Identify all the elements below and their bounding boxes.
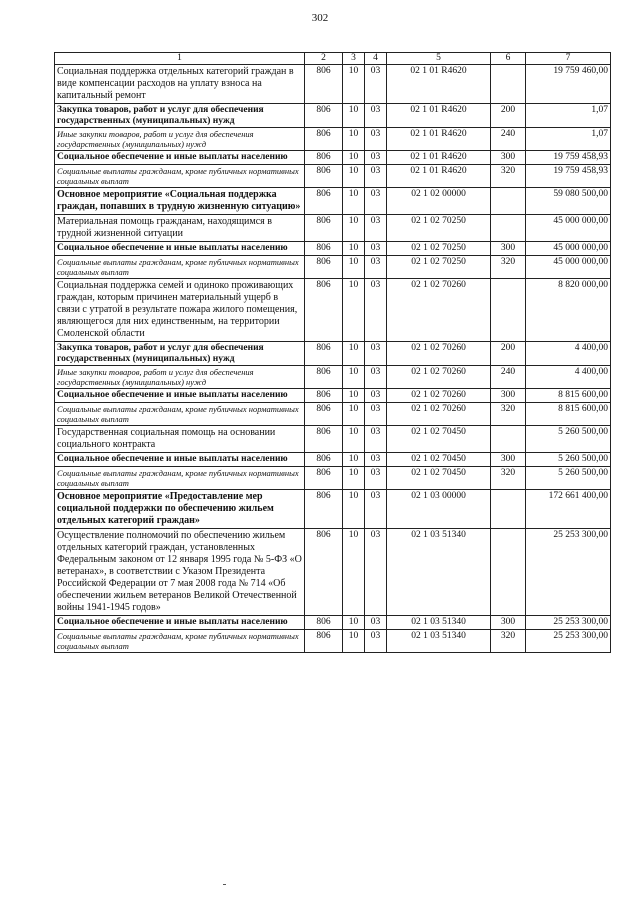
row-code-subsection: 03 [365,188,387,215]
row-name: Основное мероприятие «Социальная поддержка граждан, попавших в трудную жизненную ситуацию» [55,188,305,215]
row-name: Осуществление полномочий по обеспечению жильем отдельных категорий граждан, установленных Федеральным законом от 12 января 1995 года № 5-ФЗ «О ветеранах», в соответствии с Указом Президента Российской Федерации от 7 мая 2008 года № 714 «Об обеспечении жильем ветеранов Великой Отечественной войны 1941-1945 годов» [55,529,305,616]
row-code-section: 10 [343,467,365,490]
row-code-expense-type [491,490,526,529]
row-amount: 45 000 000,00 [526,215,611,242]
row-name: Закупка товаров, работ и услуг для обеспечения государственных (муниципальных) нужд [55,342,305,366]
row-code-subsection: 03 [365,342,387,366]
row-code-ministry: 806 [305,366,343,389]
row-code-target: 02 1 01 R4620 [387,165,491,188]
table-row [55,529,611,616]
row-amount: 19 759 458,93 [526,151,611,165]
row-code-section: 10 [343,403,365,426]
row-amount: 5 260 500,00 [526,453,611,467]
row-code-ministry: 806 [305,165,343,188]
row-code-ministry: 806 [305,467,343,490]
row-amount: 4 400,00 [526,342,611,366]
row-code-section: 10 [343,215,365,242]
row-code-ministry: 806 [305,188,343,215]
row-code-section: 10 [343,65,365,104]
row-code-target: 02 1 03 51340 [387,616,491,630]
row-name: Закупка товаров, работ и услуг для обеспечения государственных (муниципальных) нужд [55,104,305,128]
table-row [55,215,611,242]
row-code-target: 02 1 02 70450 [387,453,491,467]
row-code-ministry: 806 [305,529,343,616]
row-amount: 1,07 [526,128,611,151]
row-name: Социальное обеспечение и иные выплаты населению [55,151,305,165]
row-name: Социальная поддержка отдельных категорий граждан в виде компенсации расходов на уплату взноса на капитальный ремонт [55,65,305,104]
row-code-subsection: 03 [365,453,387,467]
row-code-section: 10 [343,128,365,151]
table-row [55,426,611,453]
row-name: Социальные выплаты гражданам, кроме публичных нормативных социальных выплат [55,256,305,279]
row-amount: 8 820 000,00 [526,279,611,342]
row-code-section: 10 [343,256,365,279]
row-name: Основное мероприятие «Предоставление мер социальной поддержки по обеспечению жильем отдельных категорий граждан» [55,490,305,529]
row-code-target: 02 1 02 70250 [387,215,491,242]
col-header-3: 3 [343,53,365,65]
row-name: Социальные выплаты гражданам, кроме публичных нормативных социальных выплат [55,467,305,490]
row-code-subsection: 03 [365,128,387,151]
row-code-expense-type [491,65,526,104]
col-header-5: 5 [387,53,491,65]
row-code-expense-type: 300 [491,389,526,403]
page-number: 302 [311,12,329,24]
row-code-target: 02 1 02 70250 [387,256,491,279]
row-code-subsection: 03 [365,403,387,426]
row-code-target: 02 1 02 70260 [387,279,491,342]
row-code-target: 02 1 02 70450 [387,467,491,490]
row-code-ministry: 806 [305,616,343,630]
row-name: Материальная помощь гражданам, находящимся в трудной жизненной ситуации [55,215,305,242]
row-amount: 25 253 300,00 [526,630,611,653]
row-code-section: 10 [343,529,365,616]
row-code-ministry: 806 [305,453,343,467]
table-row [55,151,611,165]
row-code-section: 10 [343,490,365,529]
row-code-target: 02 1 01 R4620 [387,128,491,151]
row-code-expense-type: 200 [491,342,526,366]
row-code-section: 10 [343,165,365,188]
row-code-target: 02 1 02 70250 [387,242,491,256]
row-name: Иные закупки товаров, работ и услуг для обеспечения государственных (муниципальных) нужд [55,366,305,389]
row-code-section: 10 [343,242,365,256]
row-code-ministry: 806 [305,403,343,426]
table-row [55,389,611,403]
table-row [55,104,611,128]
row-code-subsection: 03 [365,616,387,630]
row-code-target: 02 1 02 00000 [387,188,491,215]
row-name: Социальное обеспечение и иные выплаты населению [55,389,305,403]
budget-table [54,52,611,653]
row-code-subsection: 03 [365,366,387,389]
row-code-target: 02 1 01 R4620 [387,151,491,165]
row-code-expense-type: 300 [491,453,526,467]
row-code-ministry: 806 [305,242,343,256]
row-code-expense-type: 320 [491,467,526,490]
row-code-subsection: 03 [365,104,387,128]
row-amount: 45 000 000,00 [526,242,611,256]
row-code-target: 02 1 01 R4620 [387,65,491,104]
row-code-expense-type: 240 [491,128,526,151]
row-code-section: 10 [343,342,365,366]
table-row [55,128,611,151]
scan-mark [223,884,226,885]
row-name: Социальные выплаты гражданам, кроме публичных нормативных социальных выплат [55,403,305,426]
table-row [55,256,611,279]
row-code-expense-type: 320 [491,165,526,188]
row-code-expense-type [491,529,526,616]
row-amount: 19 759 458,93 [526,165,611,188]
table-row [55,616,611,630]
row-name: Государственная социальная помощь на основании социального контракта [55,426,305,453]
row-code-expense-type: 200 [491,104,526,128]
row-amount: 25 253 300,00 [526,616,611,630]
col-header-7: 7 [526,53,611,65]
row-code-ministry: 806 [305,279,343,342]
row-code-subsection: 03 [365,256,387,279]
row-code-expense-type [491,215,526,242]
row-code-expense-type [491,426,526,453]
row-code-section: 10 [343,366,365,389]
row-code-subsection: 03 [365,389,387,403]
row-amount: 8 815 600,00 [526,389,611,403]
row-code-ministry: 806 [305,104,343,128]
row-code-expense-type: 240 [491,366,526,389]
col-header-2: 2 [305,53,343,65]
row-code-section: 10 [343,616,365,630]
row-code-target: 02 1 02 70260 [387,342,491,366]
row-code-target: 02 1 03 51340 [387,630,491,653]
col-header-6: 6 [491,53,526,65]
row-code-ministry: 806 [305,426,343,453]
col-header-1: 1 [55,53,305,65]
row-amount: 1,07 [526,104,611,128]
row-code-expense-type [491,279,526,342]
row-name: Социальные выплаты гражданам, кроме публичных нормативных социальных выплат [55,630,305,653]
row-amount: 172 661 400,00 [526,490,611,529]
table-row [55,630,611,653]
row-code-target: 02 1 02 70450 [387,426,491,453]
row-code-target: 02 1 03 51340 [387,529,491,616]
row-amount: 59 080 500,00 [526,188,611,215]
row-name: Иные закупки товаров, работ и услуг для обеспечения государственных (муниципальных) нужд [55,128,305,151]
row-code-section: 10 [343,151,365,165]
table-row [55,366,611,389]
row-code-ministry: 806 [305,342,343,366]
row-code-section: 10 [343,188,365,215]
row-name: Социальное обеспечение и иные выплаты населению [55,453,305,467]
table-row [55,467,611,490]
table-row [55,188,611,215]
table-body [55,65,611,653]
row-amount: 4 400,00 [526,366,611,389]
row-name: Социальная поддержка семей и одиноко проживающих граждан, которым причинен материальный ущерб в связи с утратой в результате пожара жилого помещения, являющегося для них единственным, на территории Смоленской области [55,279,305,342]
row-amount: 45 000 000,00 [526,256,611,279]
row-code-subsection: 03 [365,529,387,616]
row-code-expense-type: 300 [491,242,526,256]
table-row [55,490,611,529]
row-code-subsection: 03 [365,467,387,490]
row-name: Социальные выплаты гражданам, кроме публичных нормативных социальных выплат [55,165,305,188]
row-code-target: 02 1 03 00000 [387,490,491,529]
table-row [55,279,611,342]
row-code-ministry: 806 [305,630,343,653]
row-code-ministry: 806 [305,389,343,403]
row-code-subsection: 03 [365,630,387,653]
row-code-ministry: 806 [305,65,343,104]
table-row [55,403,611,426]
table-row [55,453,611,467]
row-code-expense-type: 320 [491,403,526,426]
row-code-ministry: 806 [305,256,343,279]
row-amount: 8 815 600,00 [526,403,611,426]
row-code-target: 02 1 01 R4620 [387,104,491,128]
table-row [55,65,611,104]
row-code-subsection: 03 [365,426,387,453]
row-code-subsection: 03 [365,151,387,165]
row-amount: 19 759 460,00 [526,65,611,104]
row-code-expense-type: 320 [491,256,526,279]
row-code-section: 10 [343,453,365,467]
col-header-4: 4 [365,53,387,65]
table-row [55,165,611,188]
row-name: Социальное обеспечение и иные выплаты населению [55,616,305,630]
row-code-target: 02 1 02 70260 [387,366,491,389]
row-code-expense-type: 300 [491,151,526,165]
row-code-ministry: 806 [305,490,343,529]
row-code-section: 10 [343,389,365,403]
row-code-target: 02 1 02 70260 [387,403,491,426]
header-row [55,53,611,65]
row-code-subsection: 03 [365,490,387,529]
table-row [55,342,611,366]
row-code-subsection: 03 [365,165,387,188]
row-code-subsection: 03 [365,215,387,242]
row-code-section: 10 [343,279,365,342]
row-code-expense-type [491,188,526,215]
row-code-ministry: 806 [305,215,343,242]
row-code-expense-type: 320 [491,630,526,653]
row-code-section: 10 [343,630,365,653]
row-code-expense-type: 300 [491,616,526,630]
row-name: Социальное обеспечение и иные выплаты населению [55,242,305,256]
row-amount: 5 260 500,00 [526,426,611,453]
row-code-section: 10 [343,104,365,128]
row-code-subsection: 03 [365,242,387,256]
row-code-ministry: 806 [305,128,343,151]
row-code-subsection: 03 [365,279,387,342]
table-row [55,242,611,256]
row-amount: 5 260 500,00 [526,467,611,490]
row-code-ministry: 806 [305,151,343,165]
row-code-subsection: 03 [365,65,387,104]
row-code-target: 02 1 02 70260 [387,389,491,403]
row-code-section: 10 [343,426,365,453]
row-amount: 25 253 300,00 [526,529,611,616]
